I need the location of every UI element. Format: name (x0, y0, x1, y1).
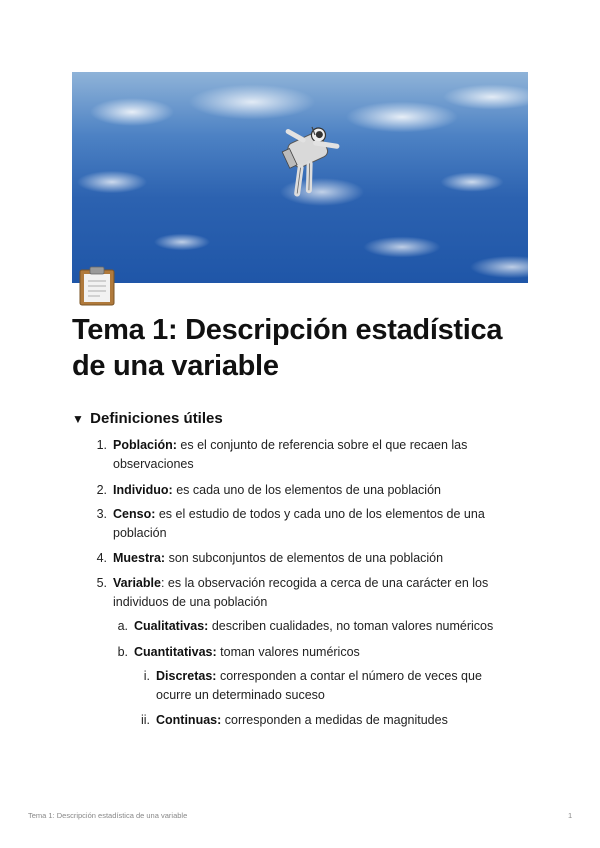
term: Cuantitativas: (134, 645, 217, 659)
page-title: Tema 1: Descripción estadística de una variable (72, 314, 503, 382)
term: Individuo: (113, 483, 173, 497)
list-roman: i. (143, 669, 150, 683)
astronaut-illustration (72, 72, 528, 283)
list-text (113, 505, 485, 524)
page-number: 1 (568, 811, 573, 820)
term: Variable (113, 576, 161, 590)
line: corresponden a medidas de magnitudes (224, 713, 448, 727)
list-roman: ii. (140, 713, 150, 727)
list-number: 3. (96, 507, 107, 521)
line: ocurre un determinado suceso (156, 688, 325, 702)
list-text (134, 643, 360, 662)
triangle-down-icon[interactable]: ▼ (72, 412, 84, 426)
cover-image (72, 72, 528, 283)
list-text (156, 711, 448, 730)
line: toman valores numéricos (220, 645, 360, 659)
clipboard-icon (78, 266, 116, 306)
term: Censo: (113, 507, 156, 521)
line: corresponden a contar el número de veces que (219, 669, 482, 683)
term: Población: (113, 438, 177, 452)
term: Cualitativas: (134, 619, 209, 633)
footer-title: Tema 1: Descripción estadística de una variable (28, 811, 188, 820)
term: Continuas: (156, 713, 222, 727)
line: describen cualidades, no toman valores numéricos (211, 619, 494, 633)
list-text (113, 549, 443, 568)
term: Discretas: (156, 669, 217, 683)
term: Muestra: (113, 551, 166, 565)
line: es cada uno de los elementos de una población (176, 483, 441, 497)
list-letter: b. (117, 645, 128, 659)
line: es el estudio de todos y cada uno de los elementos de una (158, 507, 485, 521)
toggle-label: Definiciones útiles (90, 410, 223, 427)
toggle-definiciones[interactable] (72, 409, 532, 429)
line: : es la observación recogida a cerca de una carácter en los (160, 576, 489, 590)
list-number: 5. (96, 576, 107, 590)
list-number: 1. (96, 438, 107, 452)
line: son subconjuntos de elementos de una población (168, 551, 444, 565)
line: individuos de una población (113, 595, 268, 609)
list-text (113, 436, 467, 455)
line: es el conjunto de referencia sobre el que recaen las (180, 438, 468, 452)
list-number: 2. (96, 483, 107, 497)
list-text (134, 617, 493, 636)
list-letter: a. (117, 619, 128, 633)
list-text (113, 481, 441, 500)
list-number: 4. (96, 551, 107, 565)
list-text (156, 667, 482, 686)
line: observaciones (113, 457, 194, 471)
line: población (113, 526, 167, 540)
list-text (113, 574, 488, 593)
